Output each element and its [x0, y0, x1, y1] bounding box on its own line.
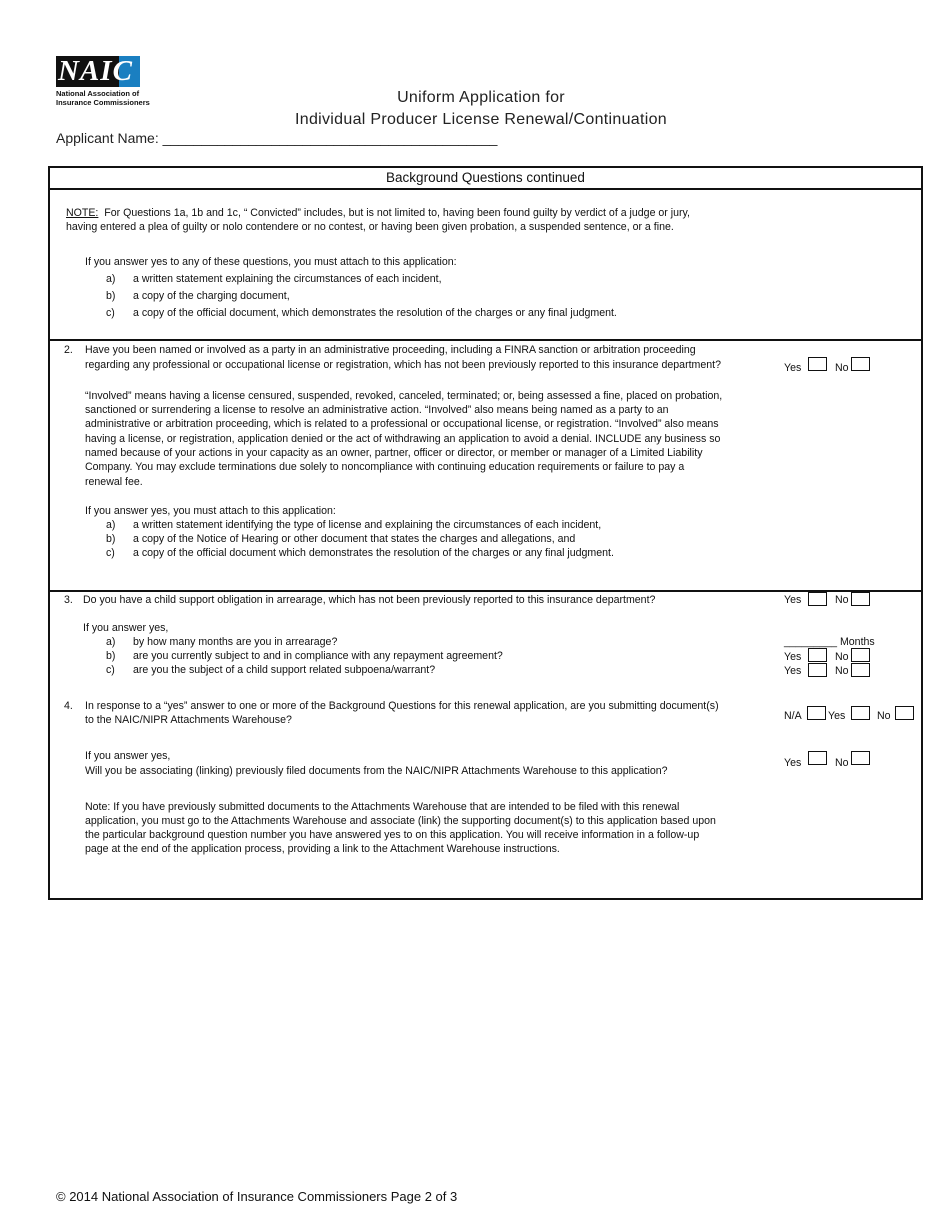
q3-item-a-marker: a)	[106, 636, 116, 648]
q2-involved-1: “Involved” means having a license censured, suspended, revoked, canceled, terminated; or, being assessed a fine, placed on probation,	[85, 390, 723, 402]
q4-na-checkbox[interactable]	[807, 706, 826, 720]
q3b-yes-checkbox[interactable]	[808, 648, 827, 662]
q2-line2: regarding any professional or occupational license or registration, which has not been previously reported to this insurance department?	[85, 359, 721, 371]
q3b-yes-label: Yes	[784, 651, 802, 663]
q3-yes-label: Yes	[784, 594, 802, 606]
q4b-no-label: No	[835, 757, 849, 769]
q4-note-line1: Note: If you have previously submitted documents to the Attachments Warehouse that are intended to be filed with this renewal	[85, 801, 680, 813]
q2-divider	[50, 590, 921, 592]
q2-line1: Have you been named or involved as a party in an administrative proceeding, including a FINRA sanction or arbitration proceeding	[85, 344, 696, 356]
q4-note-line3: the particular background question number you have answered yes to on this application. You will receive information in a follow-up	[85, 829, 700, 841]
q4-na-label: N/A	[784, 710, 802, 722]
q3-months-field[interactable]: _________ Months	[784, 636, 875, 648]
q3c-yes-checkbox[interactable]	[808, 663, 827, 677]
applicant-name-field[interactable]: Applicant Name: ___________________________________________	[56, 130, 498, 146]
note-divider	[50, 339, 921, 341]
q4-linking-question: Will you be associating (linking) previously filed documents from the NAIC/NIPR Attachments Warehouse to this application?	[85, 765, 668, 777]
q3c-yes-label: Yes	[784, 665, 802, 677]
note-line2: having entered a plea of guilty or nolo contendere or no contest, or having been given probation, a suspended sentence, or a fine.	[66, 221, 674, 233]
q3-item-b-marker: b)	[106, 650, 116, 662]
q2-attach-intro: If you answer yes, you must attach to this application:	[85, 505, 336, 517]
q2-no-label: No	[835, 362, 849, 374]
logo-letters: NAIC	[58, 55, 133, 87]
q2-involved-3: administrative or arbitration proceeding, which is related to a professional or occupational license, or registration. “Involved” also means	[85, 418, 719, 430]
note-text1: For Questions 1a, 1b and 1c, “ Convicted” includes, but is not limited to, having been found guilty by verdict of a judge or jury,	[104, 207, 690, 219]
q4-line2: to the NAIC/NIPR Attachments Warehouse?	[85, 714, 292, 726]
q2-involved-4: having a license, or registration, application denied or the act of withdrawing an application to avoid a denial. INCLUDE any business so	[85, 433, 721, 445]
q4b-yes-label: Yes	[784, 757, 802, 769]
q4-no-label: No	[877, 710, 891, 722]
q4-if-yes: If you answer yes,	[85, 750, 171, 762]
note-item-c-marker: c)	[106, 307, 115, 319]
q2-item-c: a copy of the official document which demonstrates the resolution of the charges or any final judgment.	[133, 547, 614, 559]
q2-item-a: a written statement identifying the type of license and explaining the circumstances of each incident,	[133, 519, 602, 531]
note-item-b-marker: b)	[106, 290, 116, 302]
page-title-line2: Individual Producer License Renewal/Continuation	[295, 111, 667, 128]
q4-no-checkbox[interactable]	[895, 706, 914, 720]
q2-involved-5: named because of your actions in your capacity as an owner, partner, officer or director, or member or manager of a Limited Liability	[85, 447, 703, 459]
heading-divider	[50, 188, 921, 190]
logo-subtitle-line2: Insurance Commissioners	[56, 98, 150, 107]
q4-number: 4.	[64, 700, 73, 712]
q3b-no-checkbox[interactable]	[851, 648, 870, 662]
q2-number: 2.	[64, 344, 73, 356]
q2-involved-6: Company. You may exclude terminations due solely to noncompliance with continuing education requirements or failure to pay a	[85, 461, 685, 473]
q2-yes-label: Yes	[784, 362, 802, 374]
page-title-line1: Uniform Application for	[397, 89, 565, 106]
q3-item-c-marker: c)	[106, 664, 115, 676]
note-item-c: a copy of the official document, which demonstrates the resolution of the charges or any final judgment.	[133, 307, 617, 319]
q3-yes-checkbox[interactable]	[808, 592, 827, 606]
q3c-no-label: No	[835, 665, 849, 677]
note-item-a: a written statement explaining the circumstances of each incident,	[133, 273, 442, 285]
note-line1	[66, 206, 690, 220]
note-label: NOTE:	[66, 207, 99, 219]
q2-involved-2: sanctioned or surrendering a license to resolve an administrative action. “Involved” also means being named as a party to an	[85, 404, 669, 416]
q3b-no-label: No	[835, 651, 849, 663]
q3-text: Do you have a child support obligation in arrearage, which has not been previously reported to this insurance department?	[83, 594, 656, 606]
section-heading: Background Questions continued	[386, 170, 585, 185]
logo-subtitle-line1: National Association of	[56, 89, 140, 98]
q3-no-checkbox[interactable]	[851, 592, 870, 606]
q4-yes-label: Yes	[828, 710, 846, 722]
q4b-no-checkbox[interactable]	[851, 751, 870, 765]
page-footer: © 2014 National Association of Insurance Commissioners Page 2 of 3	[56, 1189, 458, 1204]
q3-item-a: by how many months are you in arrearage?	[133, 636, 338, 648]
note-attach-intro: If you answer yes to any of these questions, you must attach to this application:	[85, 256, 457, 268]
q2-item-c-marker: c)	[106, 547, 115, 559]
q4-line1: In response to a “yes” answer to one or more of the Background Questions for this renewal application, are you submitting document(s)	[85, 700, 719, 712]
q4b-yes-checkbox[interactable]	[808, 751, 827, 765]
q4-yes-checkbox[interactable]	[851, 706, 870, 720]
q3-no-label: No	[835, 594, 849, 606]
note-item-b: a copy of the charging document,	[133, 290, 290, 302]
q4-note-line4: page at the end of the application process, providing a link to the Attachment Warehouse instructions.	[85, 843, 560, 855]
q3-item-c: are you the subject of a child support related subpoena/warrant?	[133, 664, 436, 676]
q3-number: 3.	[64, 594, 73, 606]
q3c-no-checkbox[interactable]	[851, 663, 870, 677]
q3-item-b: are you currently subject to and in compliance with any repayment agreement?	[133, 650, 503, 662]
q2-item-b: a copy of the Notice of Hearing or other document that states the charges and allegations, and	[133, 533, 576, 545]
q2-yes-checkbox[interactable]	[808, 357, 827, 371]
q3-if-yes: If you answer yes,	[83, 622, 169, 634]
q2-no-checkbox[interactable]	[851, 357, 870, 371]
q2-item-a-marker: a)	[106, 519, 116, 531]
note-item-a-marker: a)	[106, 273, 116, 285]
q2-involved-7: renewal fee.	[85, 476, 143, 488]
background-questions-frame	[48, 166, 923, 900]
q4-note-line2: application, you must go to the Attachments Warehouse and associate (link) the supporting document(s) to this application based upon	[85, 815, 716, 827]
q2-item-b-marker: b)	[106, 533, 116, 545]
